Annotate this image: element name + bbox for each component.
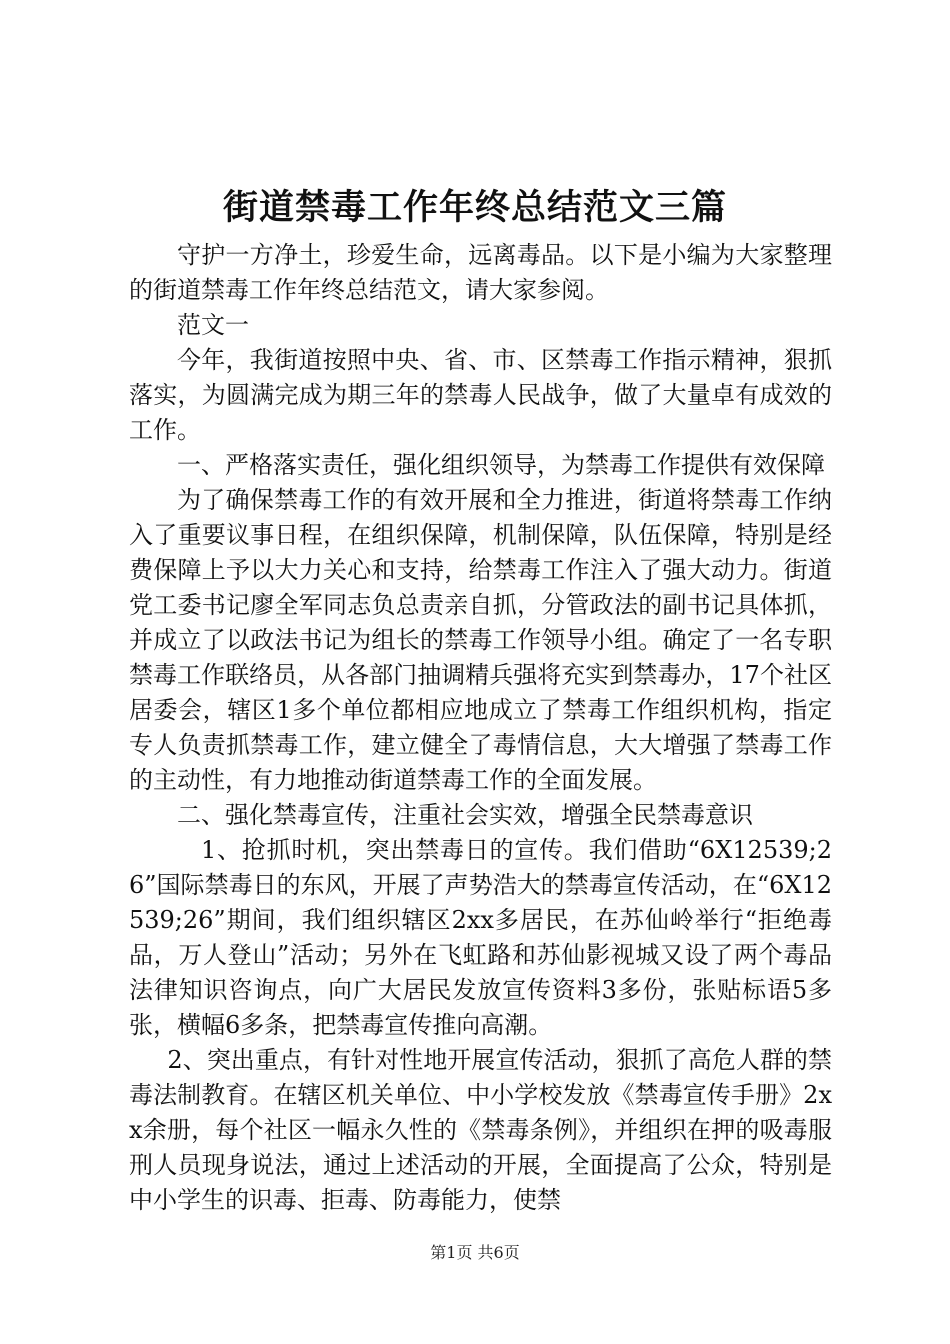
body-paragraph: 为了确保禁毒工作的有效开展和全力推进，街道将禁毒工作纳入了重要议事日程，在组织保障，机制保障，队伍保障，特别是经费保障上予以大力关心和支持，给禁毒工作注入了强大动力。街道党工委书记廖全军同志负总责亲自抓，分管政法的副书记具体抓，并成立了以政法书记为组长的禁毒工作领导小组。确定了一名专职禁毒工作联络员，从各部门抽调精兵强将充实到禁毒办，17个社区居委会，辖区1多个单位都相应地成立了禁毒工作组织机构，指定专人负责抓禁毒工作，建立健全了毒情信息，大大增强了禁毒工作的主动性，有力地推动街道禁毒工作的全面发展。 bbox=[129, 486, 832, 794]
document-body bbox=[129, 238, 832, 1218]
body-paragraph: 1、抢抓时机，突出禁毒日的宣传。我们借助“6X12539;26”国际禁毒日的东风，开展了声势浩大的禁毒宣传活动，在“6X12539;26”期间，我们组织辖区2xx多居民，在苏仙岭举行“拒绝毒品，万人登山”活动；另外在飞虹路和苏仙影视城又设了两个毒品法律知识咨询点，向广大居民发放宣传资料3多份，张贴标语5多张，横幅6多条，把禁毒宣传推向高潮。 bbox=[129, 836, 832, 1039]
body-paragraph: 2、突出重点，有针对性地开展宣传活动，狠抓了高危人群的禁毒法制教育。在辖区机关单位、中小学校发放《禁毒宣传手册》2xx余册，每个社区一幅永久性的《禁毒条例》，并组织在押的吸毒服刑人员现身说法，通过上述活动的开展，全面提高了公众，特别是中小学生的识毒、拒毒、防毒能力，使禁 bbox=[129, 1046, 832, 1214]
page-number-footer: 第1页 共6页 bbox=[430, 1243, 520, 1262]
section-label-sample-one: 范文一 bbox=[177, 311, 249, 339]
document-title: 街道禁毒工作年终总结范文三篇 bbox=[222, 187, 727, 228]
section-heading-two: 二、强化禁毒宣传，注重社会实效，增强全民禁毒意识 bbox=[177, 801, 753, 829]
body-paragraph: 今年，我街道按照中央、省、市、区禁毒工作指示精神，狠抓落实，为圆满完成为期三年的禁毒人民战争，做了大量卓有成效的工作。 bbox=[129, 346, 832, 444]
intro-paragraph: 守护一方净土，珍爱生命，远离毒品。以下是小编为大家整理的街道禁毒工作年终总结范文，请大家参阅。 bbox=[129, 241, 832, 304]
section-heading-one: 一、严格落实责任，强化组织领导，为禁毒工作提供有效保障 bbox=[177, 451, 825, 479]
